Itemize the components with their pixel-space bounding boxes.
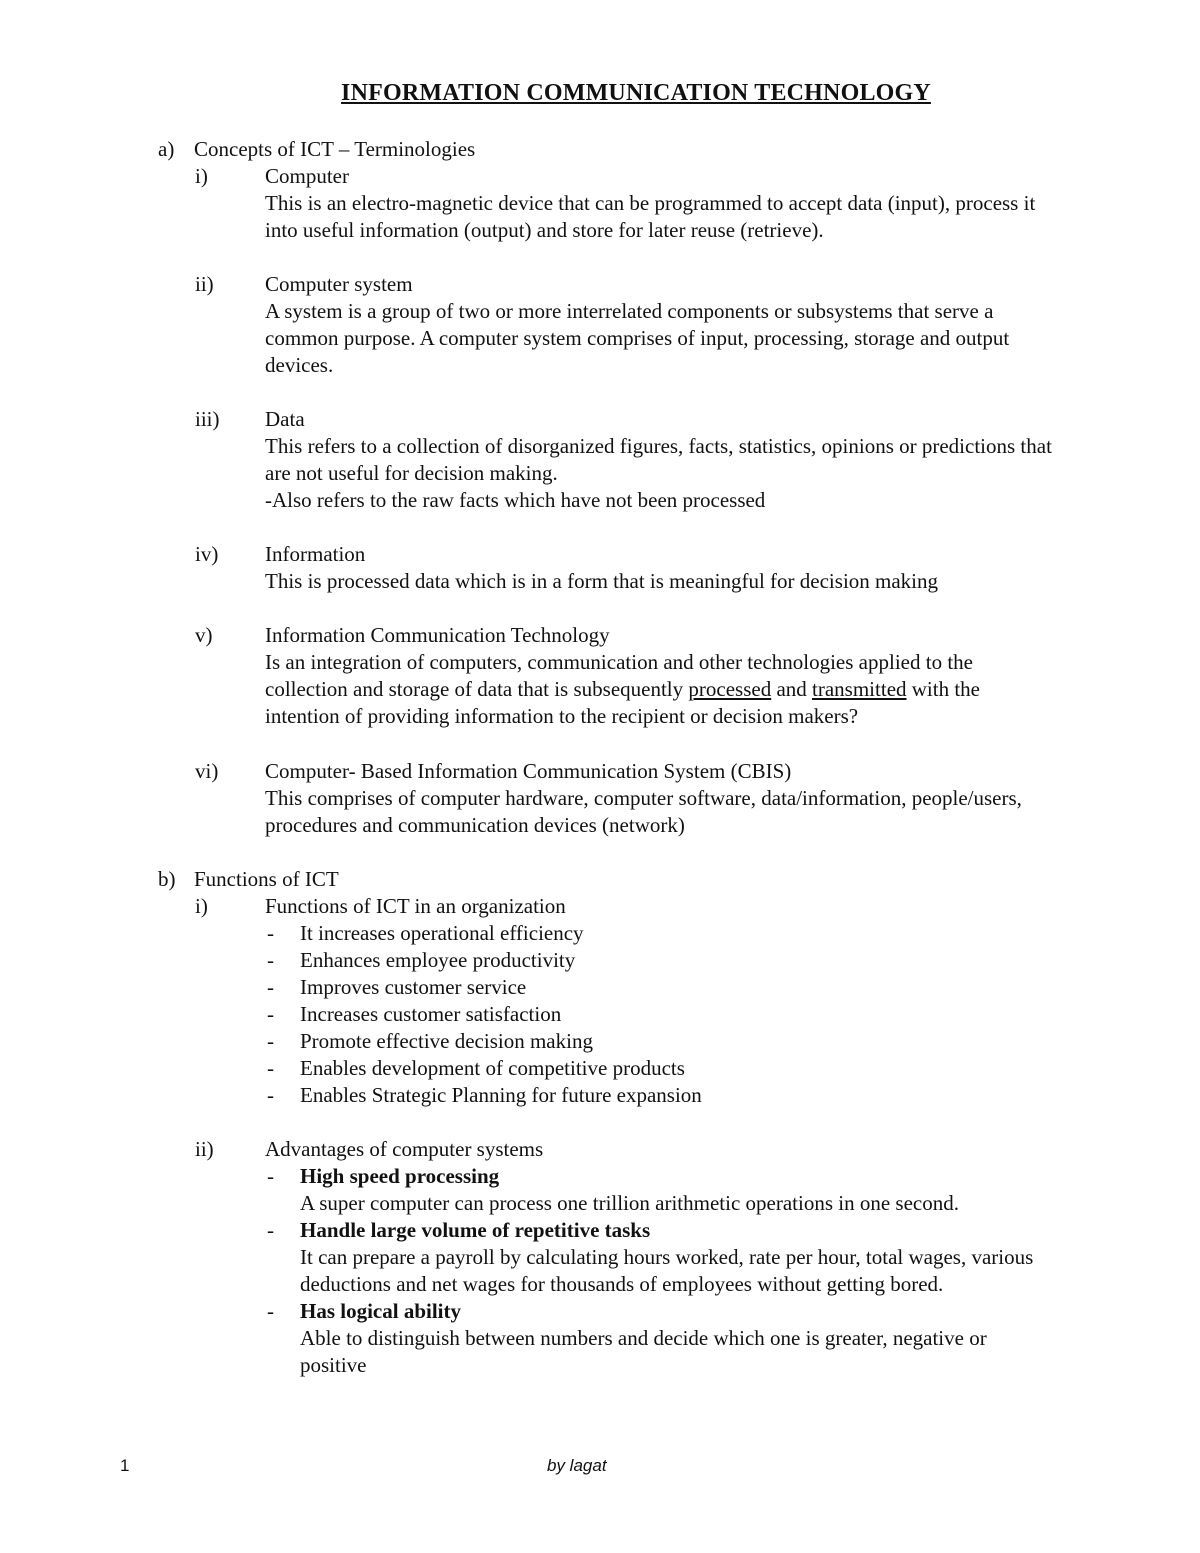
item-term: Information <box>265 542 366 566</box>
item-numeral: i) <box>195 164 208 188</box>
item-text-line: into useful information (output) and store for later reuse (retrieve). <box>265 218 824 242</box>
bullet-item: Enables development of competitive products <box>300 1056 685 1080</box>
item-term: Computer <box>265 164 349 188</box>
item-term: Data <box>265 407 305 431</box>
advantage-title: Has logical ability <box>300 1299 462 1323</box>
section-a-heading: Concepts of ICT – Terminologies <box>194 137 476 161</box>
bullet-dash: - <box>267 1083 274 1107</box>
bullet-item: Enables Strategic Planning for future expansion <box>300 1083 702 1107</box>
document-title: INFORMATION COMMUNICATION TECHNOLOGY <box>341 80 931 106</box>
item-text-line: intention of providing information to the recipient or decision makers? <box>265 704 859 728</box>
item-text-line: common purpose. A computer system comprises of input, processing, storage and output <box>265 326 1010 350</box>
item-numeral: iii) <box>195 407 220 431</box>
item-text-line: devices. <box>265 353 334 377</box>
item-text-line: procedures and communication devices (network) <box>265 813 685 837</box>
bullet-dash: - <box>267 921 274 945</box>
text-segment: and <box>771 677 813 701</box>
advantage-text-line: A super computer can process one trillion arithmetic operations in one second. <box>300 1191 959 1215</box>
item-numeral: v) <box>195 623 213 647</box>
underlined-word-transmitted: transmitted <box>812 677 907 701</box>
bullet-dash: - <box>267 1218 274 1242</box>
item-term: Computer- Based Information Communication System (CBIS) <box>265 759 792 783</box>
bullet-dash: - <box>267 1029 274 1053</box>
advantage-text-line: positive <box>300 1353 367 1377</box>
bullet-item: Promote effective decision making <box>300 1029 593 1053</box>
bullet-dash: - <box>267 1002 274 1026</box>
footer-author: by lagat <box>547 1456 607 1475</box>
bullet-item: Enhances employee productivity <box>300 948 576 972</box>
advantage-title: High speed processing <box>300 1164 500 1188</box>
item-text-line: This comprises of computer hardware, computer software, data/information, people/users, <box>265 786 1022 810</box>
item-text-line-mixed <box>265 676 980 703</box>
item-term: Advantages of computer systems <box>265 1137 544 1161</box>
item-numeral: ii) <box>195 272 214 296</box>
text-segment: with the <box>906 677 981 701</box>
item-text-line: A system is a group of two or more interrelated components or subsystems that serve a <box>265 299 994 323</box>
item-numeral: ii) <box>195 1137 214 1161</box>
section-b-marker: b) <box>158 867 176 891</box>
item-text-line: This is processed data which is in a form that is meaningful for decision making <box>265 569 939 593</box>
advantage-text-line: Able to distinguish between numbers and decide which one is greater, negative or <box>300 1326 987 1350</box>
bullet-item: It increases operational efficiency <box>300 921 584 945</box>
bullet-dash: - <box>267 948 274 972</box>
bullet-dash: - <box>267 1056 274 1080</box>
item-text-line: Is an integration of computers, communication and other technologies applied to the <box>265 650 973 674</box>
bullet-dash: - <box>267 975 274 999</box>
item-term: Functions of ICT in an organization <box>265 894 566 918</box>
text-segment: collection and storage of data that is subsequently <box>265 677 689 701</box>
item-term: Information Communication Technology <box>265 623 610 647</box>
item-text-line: are not useful for decision making. <box>265 461 558 485</box>
section-b-heading: Functions of ICT <box>194 867 339 891</box>
item-numeral: i) <box>195 894 208 918</box>
item-text-line: -Also refers to the raw facts which have not been processed <box>265 488 766 512</box>
advantage-text-line: deductions and net wages for thousands of employees without getting bored. <box>300 1272 944 1296</box>
bullet-item: Improves customer service <box>300 975 527 999</box>
item-term: Computer system <box>265 272 413 296</box>
item-numeral: vi) <box>195 759 219 783</box>
underlined-word-processed: processed <box>688 677 772 701</box>
bullet-dash: - <box>267 1299 274 1323</box>
item-numeral: iv) <box>195 542 219 566</box>
advantage-title: Handle large volume of repetitive tasks <box>300 1218 651 1242</box>
advantage-text-line: It can prepare a payroll by calculating hours worked, rate per hour, total wages, various <box>300 1245 1034 1269</box>
section-a-marker: a) <box>158 137 175 161</box>
bullet-dash: - <box>267 1164 274 1188</box>
item-text-line: This is an electro-magnetic device that can be programmed to accept data (input), process it <box>265 191 1036 215</box>
page-number: 1 <box>120 1456 130 1475</box>
bullet-item: Increases customer satisfaction <box>300 1002 562 1026</box>
item-text-line: This refers to a collection of disorganized figures, facts, statistics, opinions or predictions that <box>265 434 1052 458</box>
